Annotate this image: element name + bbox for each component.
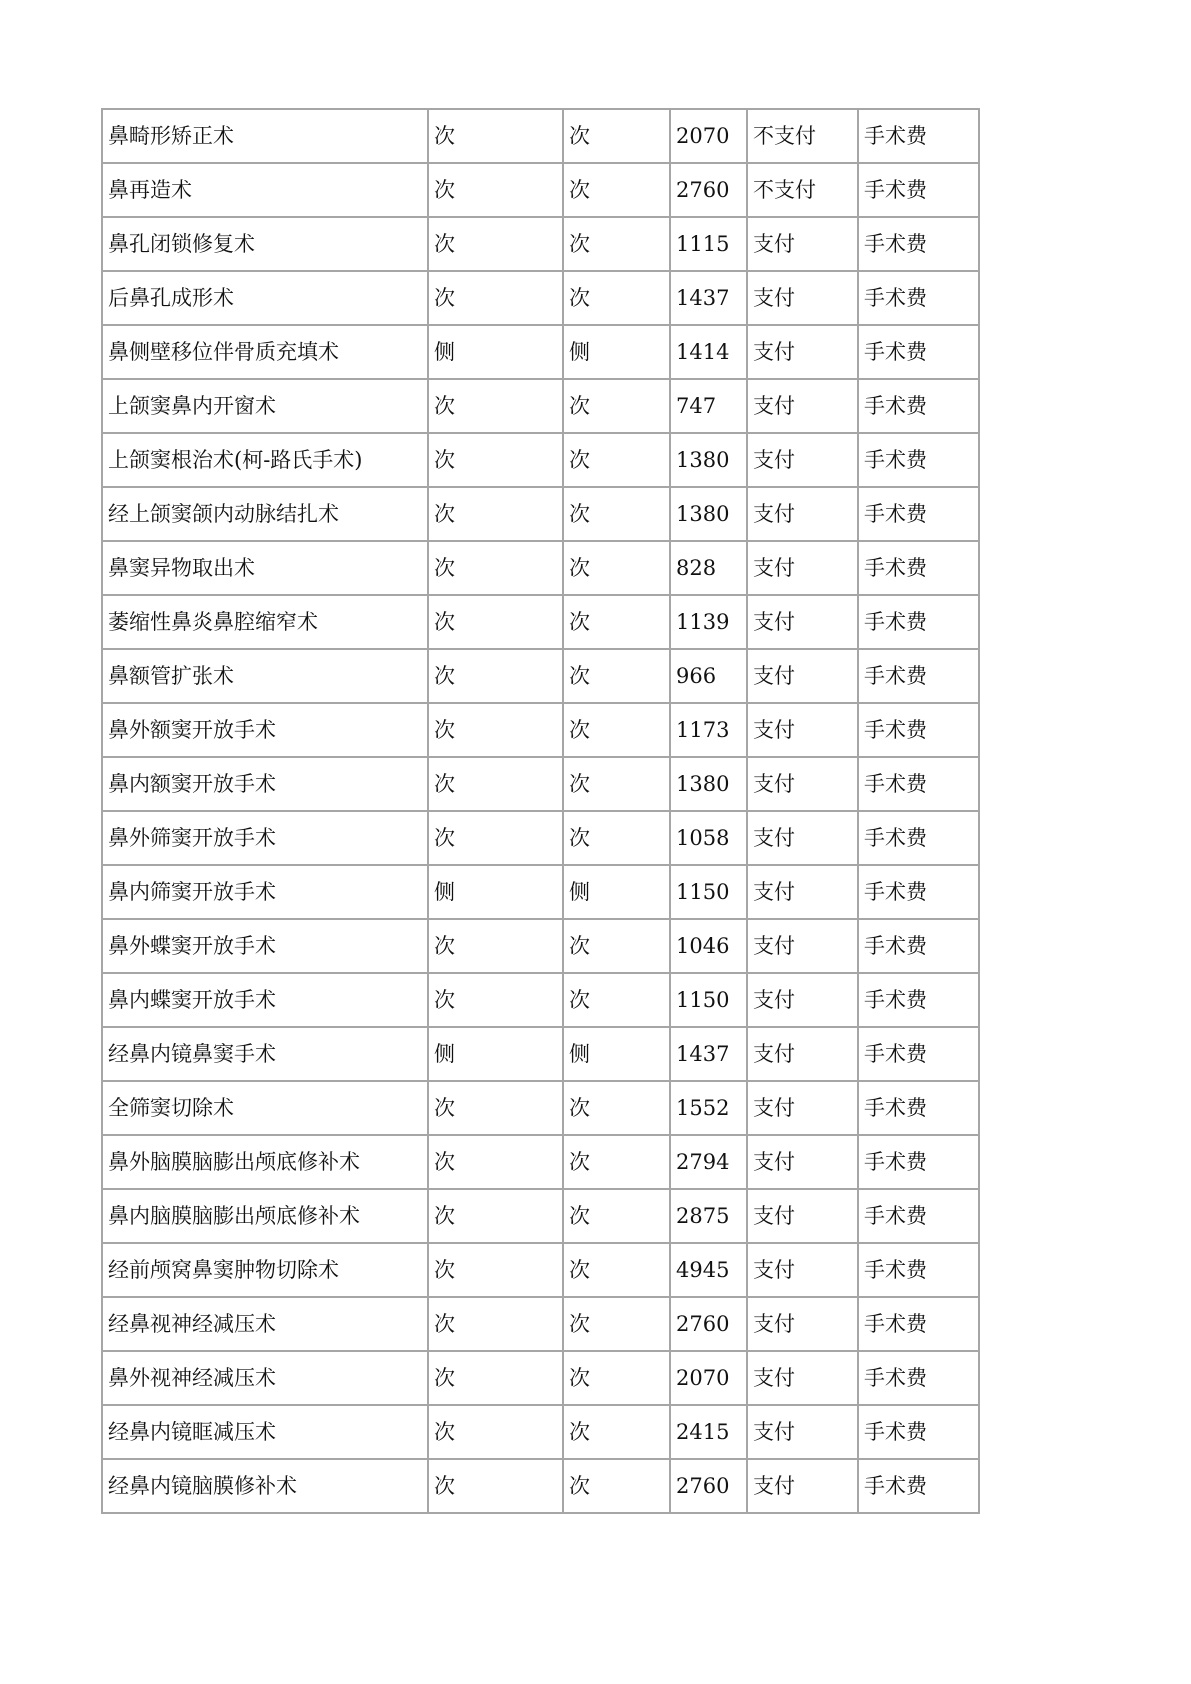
item-name-cell: 经鼻视神经减压术 bbox=[102, 1297, 428, 1351]
fee-category-cell: 手术费 bbox=[858, 919, 979, 973]
table-row bbox=[102, 325, 979, 379]
table-row bbox=[102, 541, 979, 595]
price-cell: 2875 bbox=[670, 1189, 747, 1243]
payment-status-cell: 支付 bbox=[747, 919, 858, 973]
billing-unit-cell: 侧 bbox=[563, 1027, 670, 1081]
table-row bbox=[102, 1351, 979, 1405]
unit-cell: 次 bbox=[428, 1135, 563, 1189]
unit-cell: 次 bbox=[428, 1405, 563, 1459]
unit-cell: 侧 bbox=[428, 865, 563, 919]
payment-status-cell: 支付 bbox=[747, 1027, 858, 1081]
billing-unit-cell: 次 bbox=[563, 1243, 670, 1297]
table-row bbox=[102, 163, 979, 217]
price-cell: 2070 bbox=[670, 109, 747, 163]
item-name-cell: 鼻额管扩张术 bbox=[102, 649, 428, 703]
item-name-cell: 鼻内蝶窦开放手术 bbox=[102, 973, 428, 1027]
fee-category-cell: 手术费 bbox=[858, 379, 979, 433]
price-cell: 1437 bbox=[670, 271, 747, 325]
billing-unit-cell: 次 bbox=[563, 271, 670, 325]
table-row bbox=[102, 1081, 979, 1135]
payment-status-cell: 支付 bbox=[747, 757, 858, 811]
fee-category-cell: 手术费 bbox=[858, 1027, 979, 1081]
unit-cell: 次 bbox=[428, 163, 563, 217]
fee-category-cell: 手术费 bbox=[858, 1297, 979, 1351]
price-cell: 1380 bbox=[670, 487, 747, 541]
payment-status-cell: 支付 bbox=[747, 487, 858, 541]
price-cell: 2760 bbox=[670, 1459, 747, 1513]
item-name-cell: 鼻内脑膜脑膨出颅底修补术 bbox=[102, 1189, 428, 1243]
billing-unit-cell: 次 bbox=[563, 595, 670, 649]
billing-unit-cell: 次 bbox=[563, 1351, 670, 1405]
table-row bbox=[102, 1189, 979, 1243]
billing-unit-cell: 次 bbox=[563, 703, 670, 757]
fee-category-cell: 手术费 bbox=[858, 973, 979, 1027]
fee-category-cell: 手术费 bbox=[858, 1459, 979, 1513]
billing-unit-cell: 次 bbox=[563, 1405, 670, 1459]
table-row bbox=[102, 1243, 979, 1297]
fee-category-cell: 手术费 bbox=[858, 541, 979, 595]
table-row bbox=[102, 919, 979, 973]
unit-cell: 次 bbox=[428, 433, 563, 487]
unit-cell: 次 bbox=[428, 1297, 563, 1351]
billing-unit-cell: 侧 bbox=[563, 325, 670, 379]
billing-unit-cell: 次 bbox=[563, 163, 670, 217]
table-row bbox=[102, 109, 979, 163]
fee-category-cell: 手术费 bbox=[858, 1243, 979, 1297]
price-cell: 1380 bbox=[670, 433, 747, 487]
fee-category-cell: 手术费 bbox=[858, 703, 979, 757]
payment-status-cell: 支付 bbox=[747, 811, 858, 865]
table-row bbox=[102, 1459, 979, 1513]
item-name-cell: 经鼻内镜鼻窦手术 bbox=[102, 1027, 428, 1081]
price-cell: 828 bbox=[670, 541, 747, 595]
fee-category-cell: 手术费 bbox=[858, 1081, 979, 1135]
payment-status-cell: 支付 bbox=[747, 703, 858, 757]
price-cell: 1115 bbox=[670, 217, 747, 271]
payment-status-cell: 支付 bbox=[747, 1243, 858, 1297]
unit-cell: 次 bbox=[428, 109, 563, 163]
fee-category-cell: 手术费 bbox=[858, 325, 979, 379]
payment-status-cell: 支付 bbox=[747, 649, 858, 703]
unit-cell: 次 bbox=[428, 649, 563, 703]
fee-category-cell: 手术费 bbox=[858, 487, 979, 541]
fee-category-cell: 手术费 bbox=[858, 757, 979, 811]
billing-unit-cell: 次 bbox=[563, 1459, 670, 1513]
unit-cell: 次 bbox=[428, 757, 563, 811]
table-row bbox=[102, 973, 979, 1027]
item-name-cell: 经上颌窦颌内动脉结扎术 bbox=[102, 487, 428, 541]
payment-status-cell: 支付 bbox=[747, 325, 858, 379]
price-cell: 2760 bbox=[670, 1297, 747, 1351]
table-row bbox=[102, 487, 979, 541]
fee-category-cell: 手术费 bbox=[858, 109, 979, 163]
fee-category-cell: 手术费 bbox=[858, 595, 979, 649]
billing-unit-cell: 次 bbox=[563, 379, 670, 433]
unit-cell: 次 bbox=[428, 919, 563, 973]
payment-status-cell: 支付 bbox=[747, 1189, 858, 1243]
unit-cell: 次 bbox=[428, 1189, 563, 1243]
fee-category-cell: 手术费 bbox=[858, 1351, 979, 1405]
fee-category-cell: 手术费 bbox=[858, 865, 979, 919]
price-cell: 1552 bbox=[670, 1081, 747, 1135]
table-row bbox=[102, 865, 979, 919]
unit-cell: 次 bbox=[428, 487, 563, 541]
billing-unit-cell: 次 bbox=[563, 1135, 670, 1189]
table-row bbox=[102, 1405, 979, 1459]
price-cell: 1150 bbox=[670, 865, 747, 919]
billing-unit-cell: 次 bbox=[563, 919, 670, 973]
fee-category-cell: 手术费 bbox=[858, 1189, 979, 1243]
fee-table-body bbox=[102, 109, 979, 1513]
payment-status-cell: 不支付 bbox=[747, 109, 858, 163]
fee-category-cell: 手术费 bbox=[858, 217, 979, 271]
unit-cell: 次 bbox=[428, 811, 563, 865]
payment-status-cell: 支付 bbox=[747, 433, 858, 487]
payment-status-cell: 支付 bbox=[747, 1135, 858, 1189]
table-row bbox=[102, 811, 979, 865]
item-name-cell: 鼻孔闭锁修复术 bbox=[102, 217, 428, 271]
item-name-cell: 上颌窦鼻内开窗术 bbox=[102, 379, 428, 433]
item-name-cell: 鼻外脑膜脑膨出颅底修补术 bbox=[102, 1135, 428, 1189]
payment-status-cell: 支付 bbox=[747, 1351, 858, 1405]
table-row bbox=[102, 595, 979, 649]
unit-cell: 次 bbox=[428, 973, 563, 1027]
price-cell: 747 bbox=[670, 379, 747, 433]
payment-status-cell: 支付 bbox=[747, 1459, 858, 1513]
fee-table bbox=[101, 108, 980, 1514]
unit-cell: 次 bbox=[428, 541, 563, 595]
payment-status-cell: 支付 bbox=[747, 1297, 858, 1351]
payment-status-cell: 不支付 bbox=[747, 163, 858, 217]
unit-cell: 次 bbox=[428, 595, 563, 649]
price-cell: 1139 bbox=[670, 595, 747, 649]
payment-status-cell: 支付 bbox=[747, 1405, 858, 1459]
billing-unit-cell: 次 bbox=[563, 433, 670, 487]
item-name-cell: 经前颅窝鼻窦肿物切除术 bbox=[102, 1243, 428, 1297]
table-row bbox=[102, 271, 979, 325]
item-name-cell: 鼻内额窦开放手术 bbox=[102, 757, 428, 811]
item-name-cell: 鼻畸形矫正术 bbox=[102, 109, 428, 163]
price-cell: 1414 bbox=[670, 325, 747, 379]
price-cell: 2070 bbox=[670, 1351, 747, 1405]
price-cell: 2794 bbox=[670, 1135, 747, 1189]
unit-cell: 次 bbox=[428, 703, 563, 757]
price-cell: 1046 bbox=[670, 919, 747, 973]
price-cell: 1380 bbox=[670, 757, 747, 811]
billing-unit-cell: 次 bbox=[563, 541, 670, 595]
price-cell: 1150 bbox=[670, 973, 747, 1027]
item-name-cell: 鼻外筛窦开放手术 bbox=[102, 811, 428, 865]
price-cell: 2415 bbox=[670, 1405, 747, 1459]
item-name-cell: 鼻外额窦开放手术 bbox=[102, 703, 428, 757]
billing-unit-cell: 侧 bbox=[563, 865, 670, 919]
payment-status-cell: 支付 bbox=[747, 541, 858, 595]
table-row bbox=[102, 649, 979, 703]
price-cell: 1173 bbox=[670, 703, 747, 757]
table-row bbox=[102, 1135, 979, 1189]
fee-category-cell: 手术费 bbox=[858, 649, 979, 703]
price-cell: 2760 bbox=[670, 163, 747, 217]
unit-cell: 次 bbox=[428, 1459, 563, 1513]
item-name-cell: 鼻再造术 bbox=[102, 163, 428, 217]
table-row bbox=[102, 1297, 979, 1351]
unit-cell: 次 bbox=[428, 217, 563, 271]
payment-status-cell: 支付 bbox=[747, 1081, 858, 1135]
unit-cell: 次 bbox=[428, 1351, 563, 1405]
fee-category-cell: 手术费 bbox=[858, 811, 979, 865]
table-row bbox=[102, 757, 979, 811]
table-row bbox=[102, 217, 979, 271]
item-name-cell: 经鼻内镜脑膜修补术 bbox=[102, 1459, 428, 1513]
payment-status-cell: 支付 bbox=[747, 379, 858, 433]
item-name-cell: 上颌窦根治术(柯-路氏手术) bbox=[102, 433, 428, 487]
item-name-cell: 鼻外蝶窦开放手术 bbox=[102, 919, 428, 973]
item-name-cell: 全筛窦切除术 bbox=[102, 1081, 428, 1135]
fee-category-cell: 手术费 bbox=[858, 1135, 979, 1189]
fee-category-cell: 手术费 bbox=[858, 163, 979, 217]
unit-cell: 次 bbox=[428, 379, 563, 433]
billing-unit-cell: 次 bbox=[563, 487, 670, 541]
billing-unit-cell: 次 bbox=[563, 811, 670, 865]
payment-status-cell: 支付 bbox=[747, 973, 858, 1027]
billing-unit-cell: 次 bbox=[563, 649, 670, 703]
price-cell: 1437 bbox=[670, 1027, 747, 1081]
unit-cell: 侧 bbox=[428, 1027, 563, 1081]
billing-unit-cell: 次 bbox=[563, 1081, 670, 1135]
billing-unit-cell: 次 bbox=[563, 1297, 670, 1351]
billing-unit-cell: 次 bbox=[563, 109, 670, 163]
price-cell: 4945 bbox=[670, 1243, 747, 1297]
billing-unit-cell: 次 bbox=[563, 973, 670, 1027]
table-row bbox=[102, 433, 979, 487]
item-name-cell: 萎缩性鼻炎鼻腔缩窄术 bbox=[102, 595, 428, 649]
table-row bbox=[102, 703, 979, 757]
unit-cell: 次 bbox=[428, 1081, 563, 1135]
item-name-cell: 鼻窦异物取出术 bbox=[102, 541, 428, 595]
payment-status-cell: 支付 bbox=[747, 217, 858, 271]
fee-category-cell: 手术费 bbox=[858, 271, 979, 325]
item-name-cell: 鼻外视神经减压术 bbox=[102, 1351, 428, 1405]
payment-status-cell: 支付 bbox=[747, 865, 858, 919]
billing-unit-cell: 次 bbox=[563, 1189, 670, 1243]
unit-cell: 次 bbox=[428, 1243, 563, 1297]
price-cell: 966 bbox=[670, 649, 747, 703]
item-name-cell: 经鼻内镜眶减压术 bbox=[102, 1405, 428, 1459]
item-name-cell: 鼻内筛窦开放手术 bbox=[102, 865, 428, 919]
payment-status-cell: 支付 bbox=[747, 271, 858, 325]
unit-cell: 侧 bbox=[428, 325, 563, 379]
fee-category-cell: 手术费 bbox=[858, 1405, 979, 1459]
billing-unit-cell: 次 bbox=[563, 757, 670, 811]
item-name-cell: 后鼻孔成形术 bbox=[102, 271, 428, 325]
table-row bbox=[102, 379, 979, 433]
item-name-cell: 鼻侧壁移位伴骨质充填术 bbox=[102, 325, 428, 379]
payment-status-cell: 支付 bbox=[747, 595, 858, 649]
fee-category-cell: 手术费 bbox=[858, 433, 979, 487]
table-row bbox=[102, 1027, 979, 1081]
billing-unit-cell: 次 bbox=[563, 217, 670, 271]
unit-cell: 次 bbox=[428, 271, 563, 325]
price-cell: 1058 bbox=[670, 811, 747, 865]
